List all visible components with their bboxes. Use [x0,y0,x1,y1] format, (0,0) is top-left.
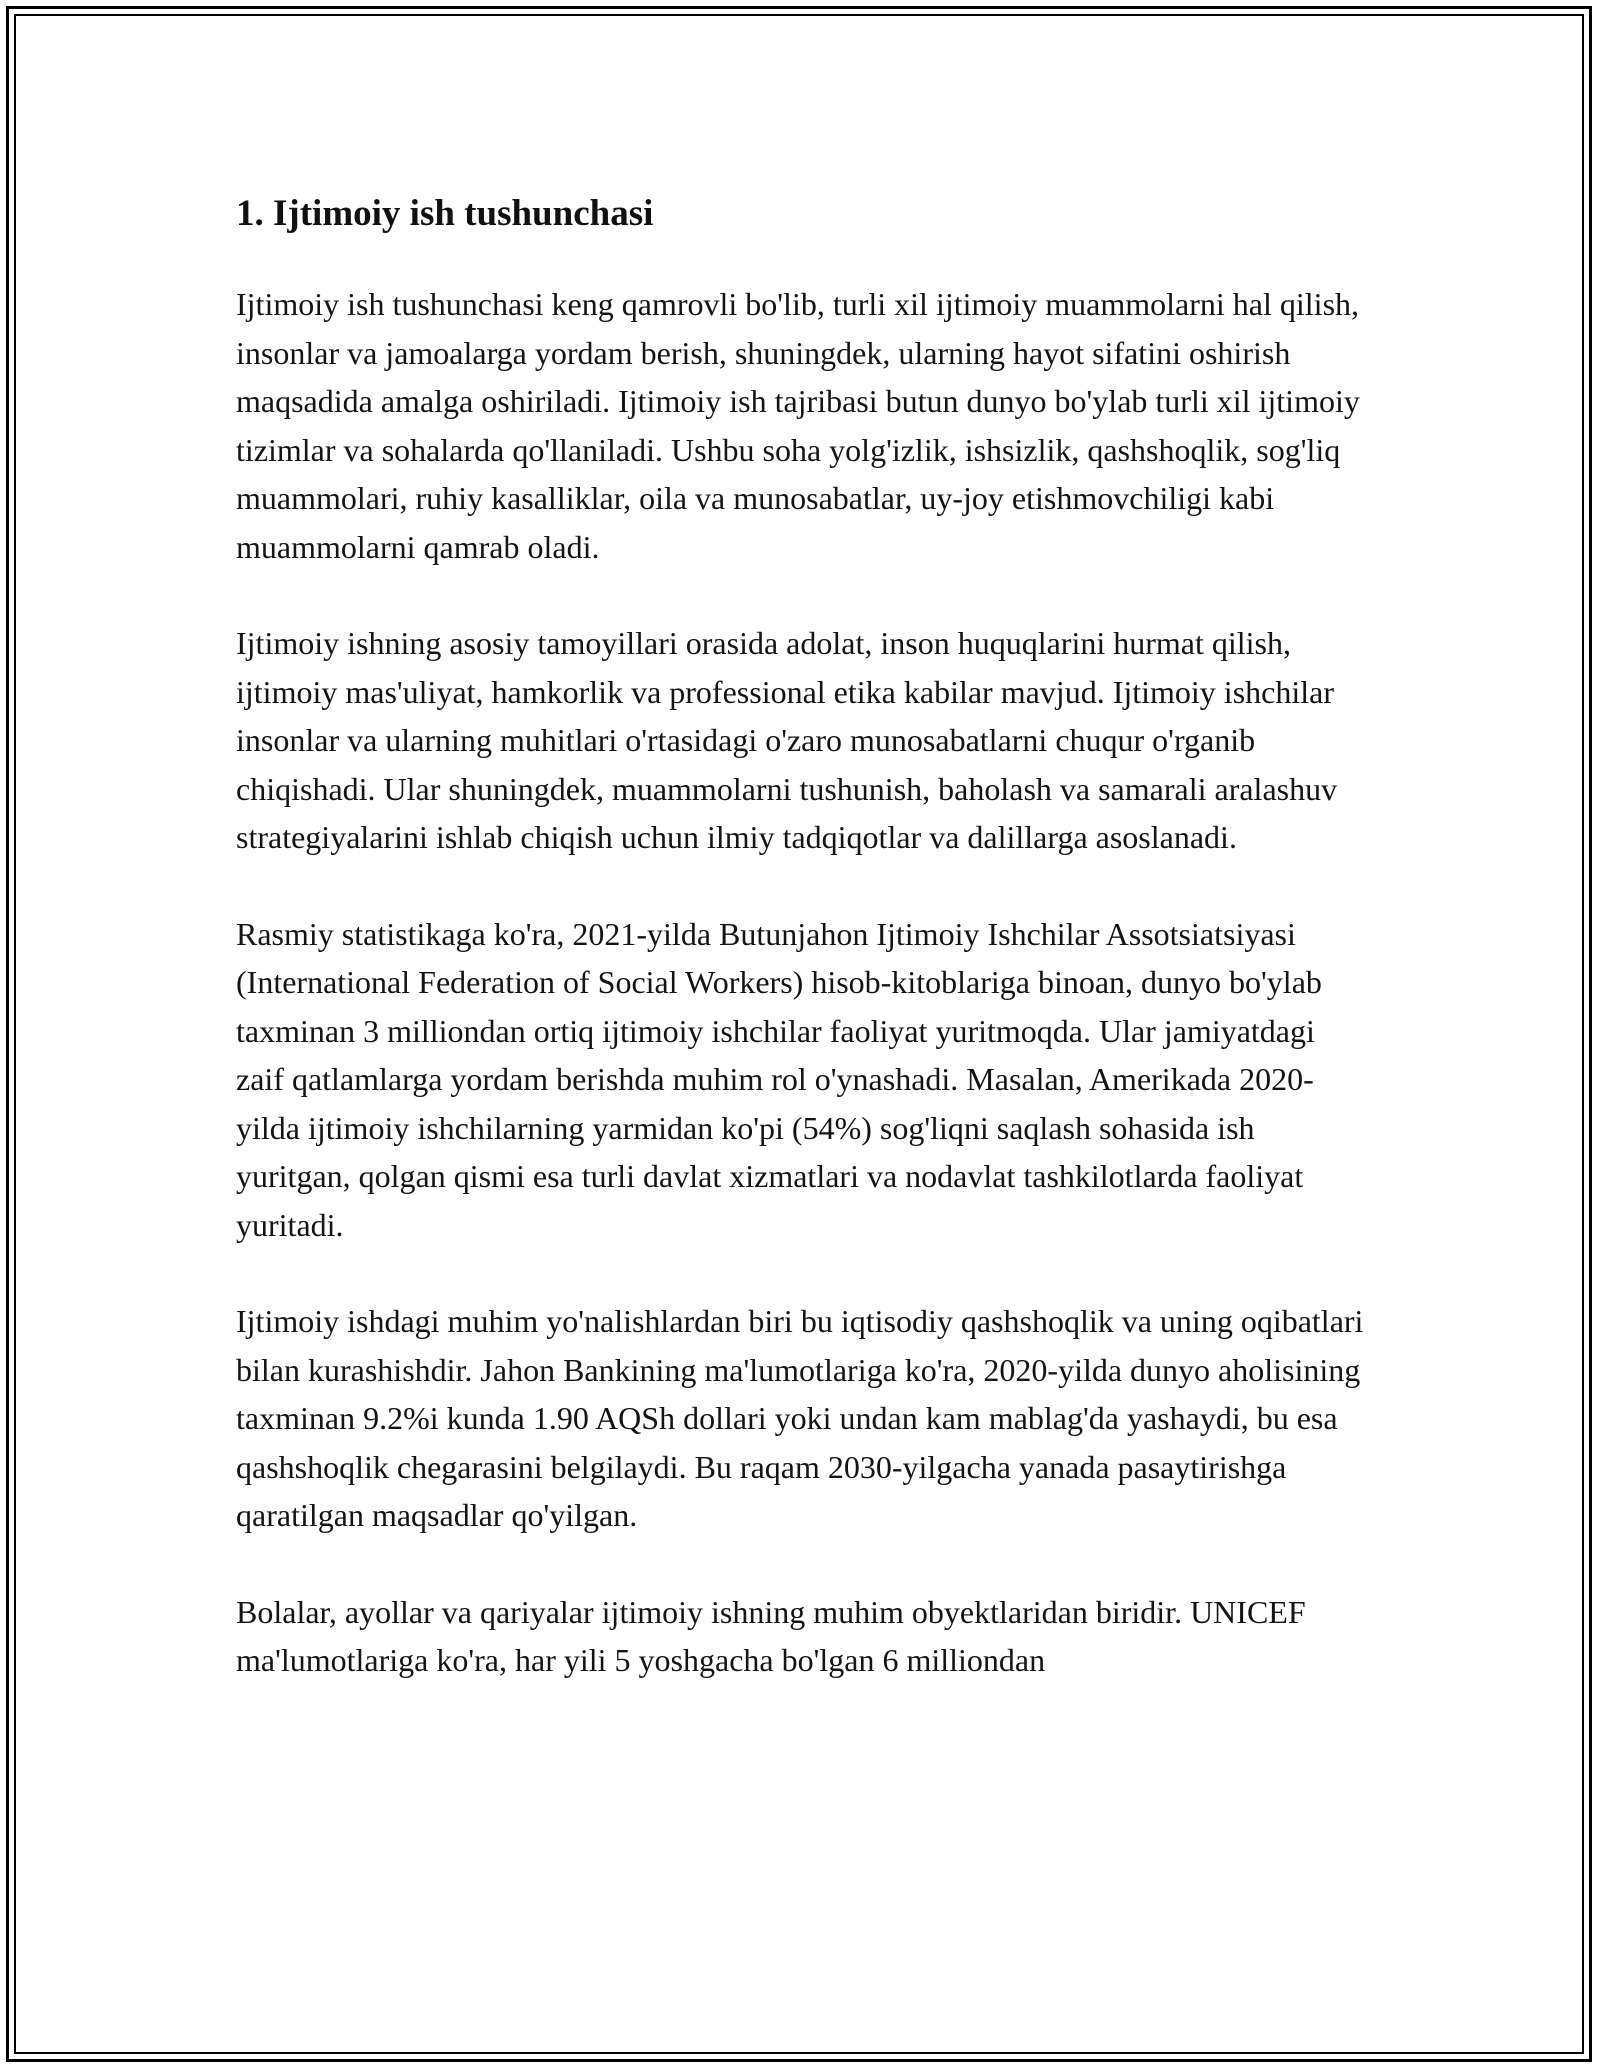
section-heading: 1. Ijtimoiy ish tushunchasi [236,193,654,234]
paragraph-3: Rasmiy statistikaga ko'ra, 2021-yilda Butunjahon Ijtimoiy Ishchilar Assotsiatsiyasi (International Federation of Social Workers) hisob-kitoblariga binoan, dunyo bo'ylab taxminan 3 milliondan ortiq ijtimoiy ishchilar faoliyat yuritmoqda. Ular jamiyatdagi zaif qatlamlarga yordam berishda muhim rol o'ynashadi. Masalan, Amerikada 2020-yilda ijtimoiy ishchilarning yarmidan ko'pi (54%) sog'liqni saqlash sohasida ish yuritgan, qolgan qismi esa turli davlat xizmatlari va nodavlat tashkilotlarda faoliyat yuritadi. [236,915,1322,1243]
paragraph-4: Ijtimoiy ishdagi muhim yo'nalishlardan biri bu iqtisodiy qashshoqlik va uning oqibatlari bilan kurashishdir. Jahon Bankining ma'lumotlariga ko'ra, 2020-yilda dunyo aholisining taxminan 9.2%i kunda 1.90 AQSh dollari yoki undan kam mablag'da yashaydi, bu esa qashshoqlik chegarasini belgilaydi. Bu raqam 2030-yilgacha yanada pasaytirishga qaratilgan maqsadlar qo'yilgan. [236,1303,1364,1533]
paragraph-1: Ijtimoiy ish tushunchasi keng qamrovli bo'lib, turli xil ijtimoiy muammolarni hal qilish, insonlar va jamoalarga yordam berish, shuningdek, ularning hayot sifatini oshirish maqsadida amalga oshiriladi. Ijtimoiy ish tajribasi butun dunyo bo'ylab turli xil ijtimoiy tizimlar va sohalarda qo'llaniladi. Ushbu soha yolg'izlik, ishsizlik, qashshoqlik, sog'liq muammolari, ruhiy kasalliklar, oila va munosabatlar, uy-joy etishmovchiligi kabi muammolarni qamrab oladi. [236,286,1360,565]
paragraph-2: Ijtimoiy ishning asosiy tamoyillari orasida adolat, inson huquqlarini hurmat qilish, ijtimoiy mas'uliyat, hamkorlik va professional etika kabilar mavjud. Ijtimoiy ishchilar insonlar va ularning muhitlari o'rtasidagi o'zaro munosabatlarni chuqur o'rganib chiqishadi. Ular shuningdek, muammolarni tushunish, baholash va samarali aralashuv strategiyalarini ishlab chiqish uchun ilmiy tadqiqotlar va dalillarga asoslanadi. [236,625,1338,855]
paragraph-5: Bolalar, ayollar va qariyalar ijtimoiy ishning muhim obyektlaridan biridir. UNICEF ma'lumotlariga ko'ra, har yili 5 yoshgacha bo'lgan 6 milliondan [236,1593,1306,1678]
document-body [236,184,1366,1733]
